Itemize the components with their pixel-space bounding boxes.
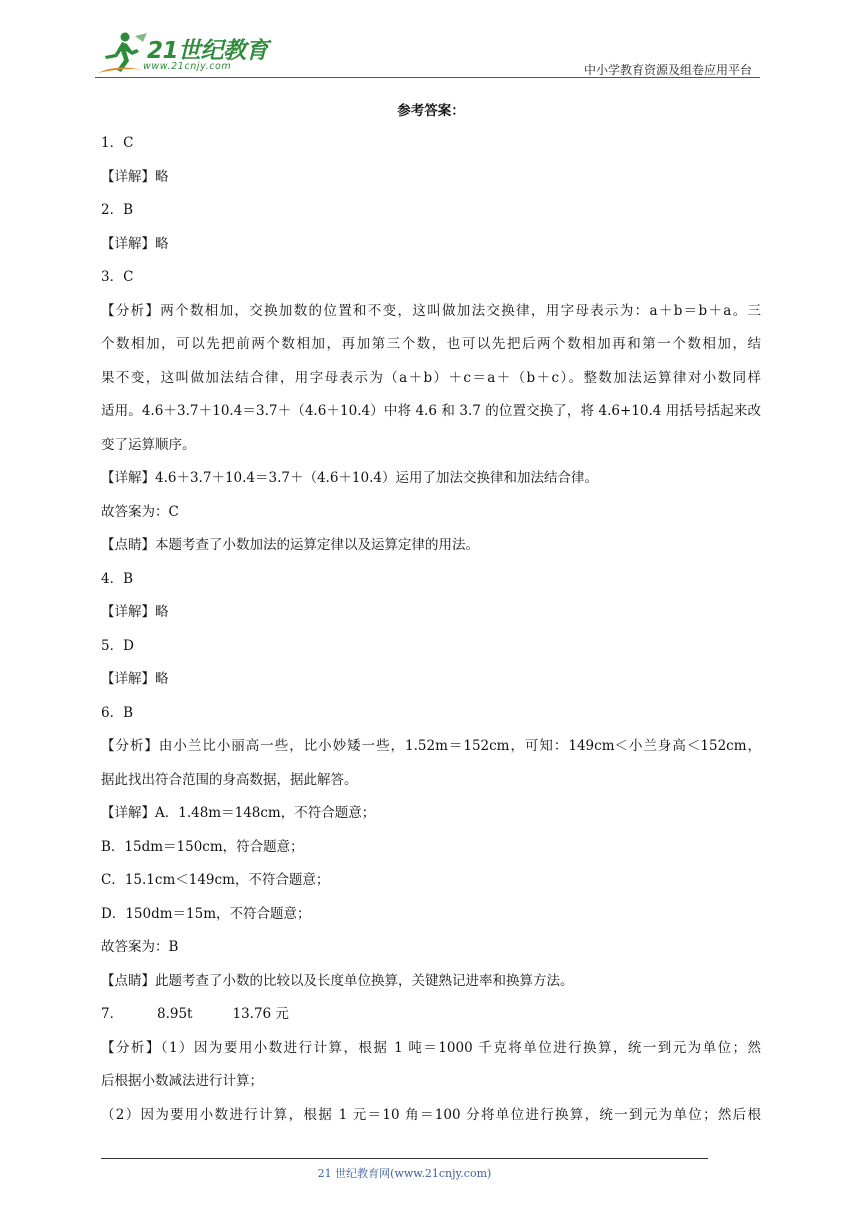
logo-text: 21世纪教育 xyxy=(147,38,269,64)
analysis-line: 【分析】由小兰比小丽高一些，比小妙矮一些，1.52m＝152cm，可知：149cm＜小兰身高＜152cm， xyxy=(101,738,761,754)
analysis-line: 适用。4.6＋3.7＋10.4＝3.7＋（4.6＋10.4）中将 4.6 和 3.7 的位置交换了，将 4.6+10.4 用括号括起来改 xyxy=(101,403,761,419)
answer-number: 2．B xyxy=(101,202,134,218)
page-header xyxy=(95,30,760,78)
logo-url: www.21cnjy.com xyxy=(143,61,232,72)
answer-conclusion: 故答案为：C xyxy=(101,503,179,520)
analysis-line: （2）因为要用小数进行计算，根据 1 元＝10 角＝100 分将单位进行换算，统一到元为单位；然后根 xyxy=(101,1106,761,1123)
answer-number: 3．C xyxy=(101,269,134,285)
answer-detail: 【详解】略 xyxy=(101,604,169,620)
answer-conclusion: 故答案为：B xyxy=(101,939,179,955)
answer-detail: 【详解】略 xyxy=(101,671,169,687)
analysis-line: 个数相加，可以先把前两个数相加，再加第三个数，也可以先把后两个数相加再和第一个数相加，结 xyxy=(101,336,761,352)
answer-option: D．150dm＝15m，不符合题意； xyxy=(101,905,311,922)
answer-option: B．15dm＝150cm，符合题意； xyxy=(101,838,304,855)
answer-detail: 【详解】4.6＋3.7＋10.4＝3.7＋（4.6＋10.4）运用了加法交换律和加法结合律。 xyxy=(101,470,598,486)
analysis-line: 后根据小数减法进行计算； xyxy=(101,1073,263,1089)
answer-number: 7． xyxy=(101,1006,124,1022)
answer-detail: 【详解】略 xyxy=(101,168,169,185)
answer-number: 6．B xyxy=(101,704,134,721)
answer-number-row xyxy=(101,998,761,1032)
site-logo xyxy=(95,30,269,76)
header-platform-text: 中小学教育资源及组卷应用平台 xyxy=(583,63,752,77)
answer-value: 8.95t xyxy=(157,1006,193,1022)
answer-value: 13.76 元 xyxy=(232,1006,289,1022)
header-divider xyxy=(95,77,760,78)
analysis-line: 【分析】两个数相加，交换加数的位置和不变，这叫做加法交换律，用字母表示为：a＋b＝b＋a。三 xyxy=(101,302,761,319)
answer-number: 5．D xyxy=(101,637,134,654)
answer-detail: 【详解】略 xyxy=(101,235,169,252)
analysis-line: 变了运算顺序。 xyxy=(101,436,196,453)
answer-analysis xyxy=(101,730,761,797)
analysis-line: 据此找出符合范围的身高数据，据此解答。 xyxy=(101,771,358,788)
analysis-line: 果不变，这叫做加法结合律，用字母表示为（a＋b）＋c＝a＋（b＋c）。整数加法运算律对小数同样 xyxy=(101,369,761,386)
answer-number: 1．C xyxy=(101,135,134,151)
footer-divider xyxy=(101,1158,708,1159)
answer-detail: 【详解】A．1.48m＝148cm，不符合题意； xyxy=(101,805,376,821)
answer-remark: 【点睛】此题考查了小数的比较以及长度单位换算，关键熟记进率和换算方法。 xyxy=(101,972,574,989)
page-title: 参考答案： xyxy=(397,103,465,119)
answer-remark: 【点睛】本题考查了小数加法的运算定律以及运算定律的用法。 xyxy=(101,537,479,553)
answer-analysis xyxy=(101,295,761,463)
page-footer: 21 世纪教育网(www.21cnjy.com) xyxy=(317,1167,492,1180)
analysis-line: 【分析】（1）因为要用小数进行计算，根据 1 吨＝1000 千克将单位进行换算，统一到元为单位；然 xyxy=(101,1039,761,1056)
answer-number: 4．B xyxy=(101,570,134,587)
answer-analysis xyxy=(101,1032,761,1133)
answer-content xyxy=(101,95,761,1132)
answer-option: C．15.1cm＜149cm，不符合题意； xyxy=(101,872,330,888)
